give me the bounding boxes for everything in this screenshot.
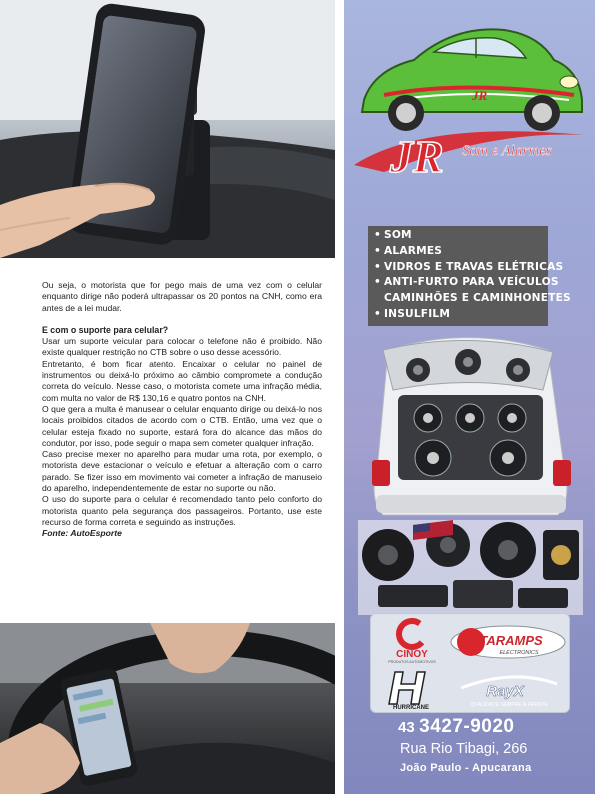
driver-phone-illustration	[0, 623, 335, 794]
article-source: Fonte: AutoEsporte	[42, 528, 122, 539]
service-item: • INSULFILM	[374, 307, 594, 323]
street-address: Rua Rio Tibagi, 266	[400, 741, 528, 757]
service-item: • VIDROS E TRAVAS ELÉTRICAS	[374, 260, 594, 276]
brand-taramps	[449, 622, 567, 662]
cinoy-subtext: PRODUTOS AUTOMOTIVOS	[388, 660, 436, 664]
bullet-dot-icon: •	[374, 229, 381, 241]
city-address: João Paulo - Apucarana	[400, 762, 532, 774]
article-paragraph: Caso precise mexer no aparelho para mudar uma rota, por exemplo, o motorista deve estacionar o veículo e efetuar a alteração com o carro parado. Se fizer isso em movimento vai cometer a infração de manuseio do aparelho, independentemente de estar no suporte ou não.	[42, 449, 322, 494]
service-item: • ALARMES	[374, 244, 594, 260]
jr-car-logo-art	[344, 0, 595, 200]
bullet-dot-icon: •	[374, 244, 381, 257]
bullet-dot-icon: •	[374, 276, 381, 289]
cinoy-text: CINOY	[396, 649, 428, 660]
taramps-text: TARAMPS	[479, 633, 543, 648]
rayx-text: RayX	[486, 683, 524, 700]
brand-hurricane	[381, 668, 441, 710]
article-paragraph: Entretanto, é bom ficar atento. Encaixar o celular no painel de instrumentos ou deixá-lo próximo ao câmbio compromete a condução correta do veículo. Nesse caso, o motorista comete uma infração média, com multa no valor de R$ 130,16 e quatro pontos na CNH.	[42, 358, 322, 403]
taramps-logo	[449, 622, 567, 662]
driver-phone-photo	[0, 623, 335, 794]
car-audio-photo	[358, 330, 583, 620]
hurricane-text: HURRICANE	[393, 705, 429, 710]
article-heading: E com o suporte para celular?	[42, 324, 169, 335]
jr-logo	[344, 0, 595, 200]
brand-logos-panel	[370, 613, 570, 713]
rayx-logo	[453, 672, 565, 710]
service-item-continued: CAMINHÕES E CAMINHONETES	[384, 292, 571, 305]
services-list	[374, 228, 594, 323]
hurricane-h-icon	[381, 668, 441, 710]
jr-advertisement	[344, 0, 595, 794]
article-paragraph: O que gera a multa é manusear o celular enquanto dirige ou deixá-lo nos locais proibidos citados de acordo com o CTB. Então, uma vez que o celular esteja fixado no suporte, estará fora do alcance das mãos do condutor, por isso, pode seguir o mapa sem cometer qualquer infração.	[42, 403, 322, 448]
phone-number	[398, 716, 515, 738]
phone-holder-photo	[0, 0, 335, 258]
bullet-dot-icon: •	[374, 260, 381, 273]
beetle-car-icon	[362, 29, 582, 131]
cinoy-c-icon	[377, 618, 447, 664]
article-body	[42, 280, 322, 540]
phone-holder-illustration	[0, 0, 335, 258]
logo-sub-text: Som e Alarmes	[462, 143, 552, 159]
article-paragraph: O uso do suporte para o celular é recomendado tanto pelo conforto do motorista quanto pela segurança dos passageiros. Portanto, use este recurso de forma correta e seguindo as instruções.	[42, 494, 322, 527]
brand-rayx	[453, 672, 565, 710]
article-paragraph: Usar um suporte veicular para colocar o telefone não é proibido. Não existe qualquer restrição no CTB sobre o uso desse acessório.	[42, 336, 322, 358]
rayx-subtext: QUALIDADE SEMPRE À FRENTE	[470, 702, 548, 708]
bullet-dot-icon: •	[374, 307, 381, 320]
phone-digits: 3427-9020	[419, 716, 515, 737]
article-intro: Ou seja, o motorista que for pego mais de uma vez com o celular enquanto dirige não poderá ultrapassar os 20 pontos na CNH, como era antes de a lei mudar.	[42, 280, 322, 313]
logo-main-text: JR	[390, 131, 444, 182]
car-badge-text: JR	[472, 88, 488, 103]
brand-cinoy	[377, 618, 447, 663]
taramps-subtext: ELECTRONICS	[499, 650, 539, 656]
service-item: • SOM	[374, 228, 594, 244]
service-item: • ANTI-FURTO PARA VEÍCULOS	[374, 275, 594, 291]
phone-area-code: 43	[398, 719, 415, 736]
